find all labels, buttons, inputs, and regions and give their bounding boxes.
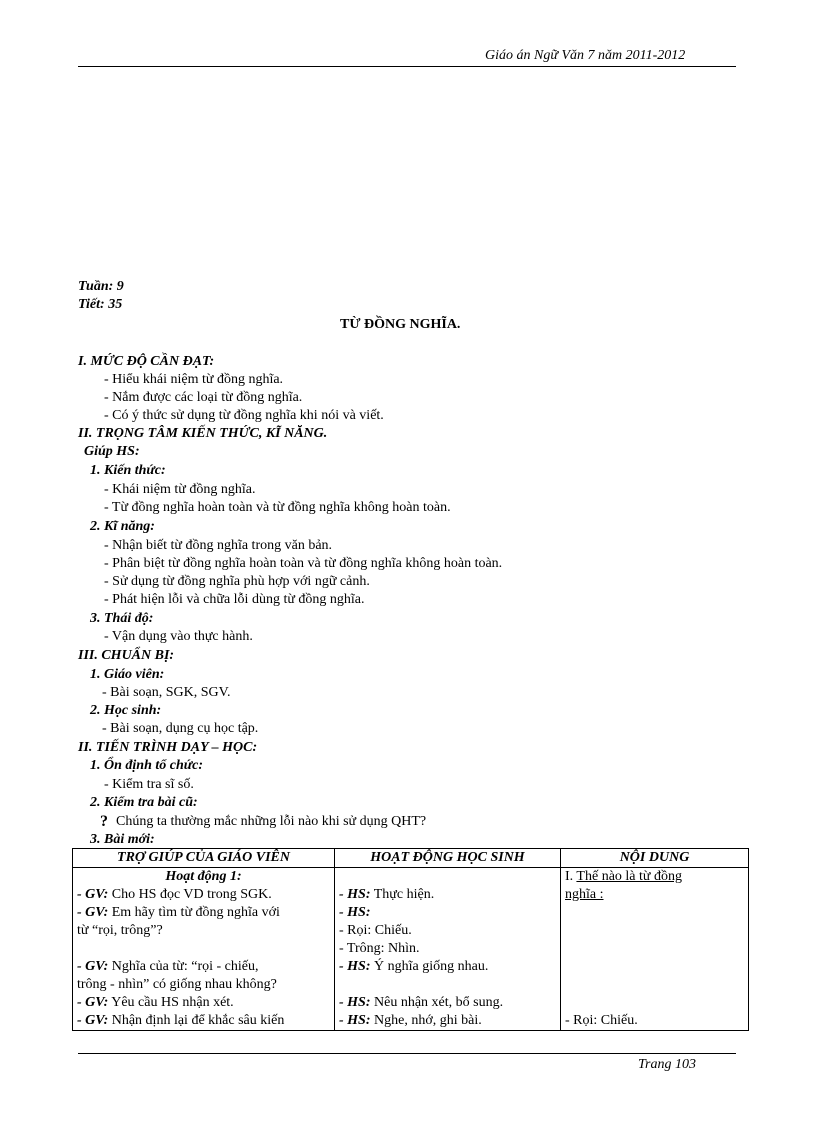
gv-line: từ “rọi, trông”? [77, 923, 163, 938]
section-1-item: - Có ý thức sử dụng từ đồng nghĩa khi nói và viết. [104, 408, 384, 423]
skills-item: - Sử dụng từ đồng nghĩa phù hợp với ngữ cảnh. [104, 574, 370, 589]
page-number: Trang 103 [638, 1057, 696, 1072]
section-4-heading: II. TIẾN TRÌNH DẠY – HỌC: [78, 740, 258, 755]
gv-line [77, 940, 330, 958]
gv-line: - GV: Nhận định lại để khắc sâu kiến [77, 1013, 285, 1028]
knowledge-item: - Từ đồng nghĩa hoàn toàn và từ đồng nghĩa không hoàn toàn. [104, 500, 451, 515]
gv-line: - GV: Em hãy tìm từ đồng nghĩa với [77, 905, 280, 920]
column-header-teacher: TRỢ GIÚP CỦA GIÁO VIÊN [73, 849, 335, 868]
content-line: - Rọi: Chiếu. [565, 1013, 638, 1028]
hs-line [339, 976, 556, 994]
student-item: - Bài soạn, dụng cụ học tập. [102, 721, 259, 736]
document-header-title: Giáo án Ngữ Văn 7 năm 2011-2012 [485, 48, 686, 63]
content-heading-line: I. Thế nào là từ đồng [565, 869, 682, 884]
hs-line: - Rọi: Chiếu. [339, 923, 412, 938]
gv-line: - GV: Cho HS đọc VD trong SGK. [77, 887, 272, 902]
table-row [73, 868, 749, 1031]
student-heading: 2. Học sinh: [90, 703, 162, 718]
footer-divider [78, 1053, 736, 1054]
hs-line: - HS: Ý nghĩa giống nhau. [339, 959, 489, 974]
column-header-student: HOẠT ĐỘNG HỌC SINH [335, 849, 561, 868]
skills-heading: 2. Kĩ năng: [90, 519, 155, 534]
gv-line: - GV: Yêu cầu HS nhận xét. [77, 995, 234, 1010]
content-cell [561, 868, 749, 1031]
section-2-heading: II. TRỌNG TÂM KIẾN THỨC, KĨ NĂNG. [78, 426, 328, 441]
gv-line: - GV: Nghĩa của từ: “rọi - chiếu, [77, 959, 259, 974]
question-icon: ? [100, 813, 108, 830]
content-heading-line: nghĩa : [565, 887, 604, 902]
column-header-content: NỘI DUNG [561, 849, 749, 868]
skills-item: - Nhận biết từ đồng nghĩa trong văn bản. [104, 538, 333, 553]
section-1-item: - Hiểu khái niệm từ đồng nghĩa. [104, 372, 284, 387]
section-1-heading: I. MỨC ĐỘ CẦN ĐẠT: [78, 354, 215, 369]
section-2-help: Giúp HS: [84, 444, 140, 459]
hs-line [339, 868, 556, 886]
lesson-title: TỪ ĐỒNG NGHĨA. [340, 317, 461, 332]
old-lesson-question: Chúng ta thường mắc những lỗi nào khi sử dụng QHT? [116, 814, 427, 829]
section-3-heading: III. CHUẨN BỊ: [78, 648, 175, 663]
student-activity-cell [335, 868, 561, 1031]
hs-line: - HS: Thực hiện. [339, 887, 435, 902]
period-label: Tiết: 35 [78, 297, 123, 312]
hs-line: - Trông: Nhìn. [339, 941, 420, 956]
knowledge-heading: 1. Kiến thức: [90, 463, 166, 478]
attitude-heading: 3. Thái độ: [90, 611, 154, 626]
table-header-row [73, 849, 749, 868]
hs-line: - HS: [339, 905, 371, 920]
hs-line: - HS: Nghe, nhớ, ghi bài. [339, 1013, 482, 1028]
teacher-activity-cell [73, 868, 335, 1031]
header-divider [78, 66, 736, 67]
skills-item: - Phát hiện lỗi và chữa lỗi dùng từ đồng nghĩa. [104, 592, 365, 607]
new-lesson-heading: 3. Bài mới: [90, 832, 155, 847]
attitude-item: - Vận dụng vào thực hành. [104, 629, 253, 644]
skills-item: - Phân biệt từ đồng nghĩa hoàn toàn và từ đồng nghĩa không hoàn toàn. [104, 556, 503, 571]
section-1-item: - Nắm được các loại từ đồng nghĩa. [104, 390, 303, 405]
week-label: Tuần: 9 [78, 279, 124, 294]
organization-heading: 1. Ổn định tổ chức: [90, 758, 204, 773]
knowledge-item: - Khái niệm từ đồng nghĩa. [104, 482, 256, 497]
old-lesson-heading: 2. Kiểm tra bài cũ: [90, 795, 198, 810]
activity-title: Hoạt động 1: [165, 869, 242, 884]
gv-line: trông - nhìn” có giống nhau không? [77, 977, 277, 992]
teacher-item: - Bài soạn, SGK, SGV. [102, 685, 231, 700]
hs-line: - HS: Nêu nhận xét, bổ sung. [339, 995, 504, 1010]
teacher-heading: 1. Giáo viên: [90, 667, 165, 682]
lesson-activity-table [72, 848, 749, 1031]
organization-item: - Kiểm tra sĩ số. [104, 777, 194, 792]
